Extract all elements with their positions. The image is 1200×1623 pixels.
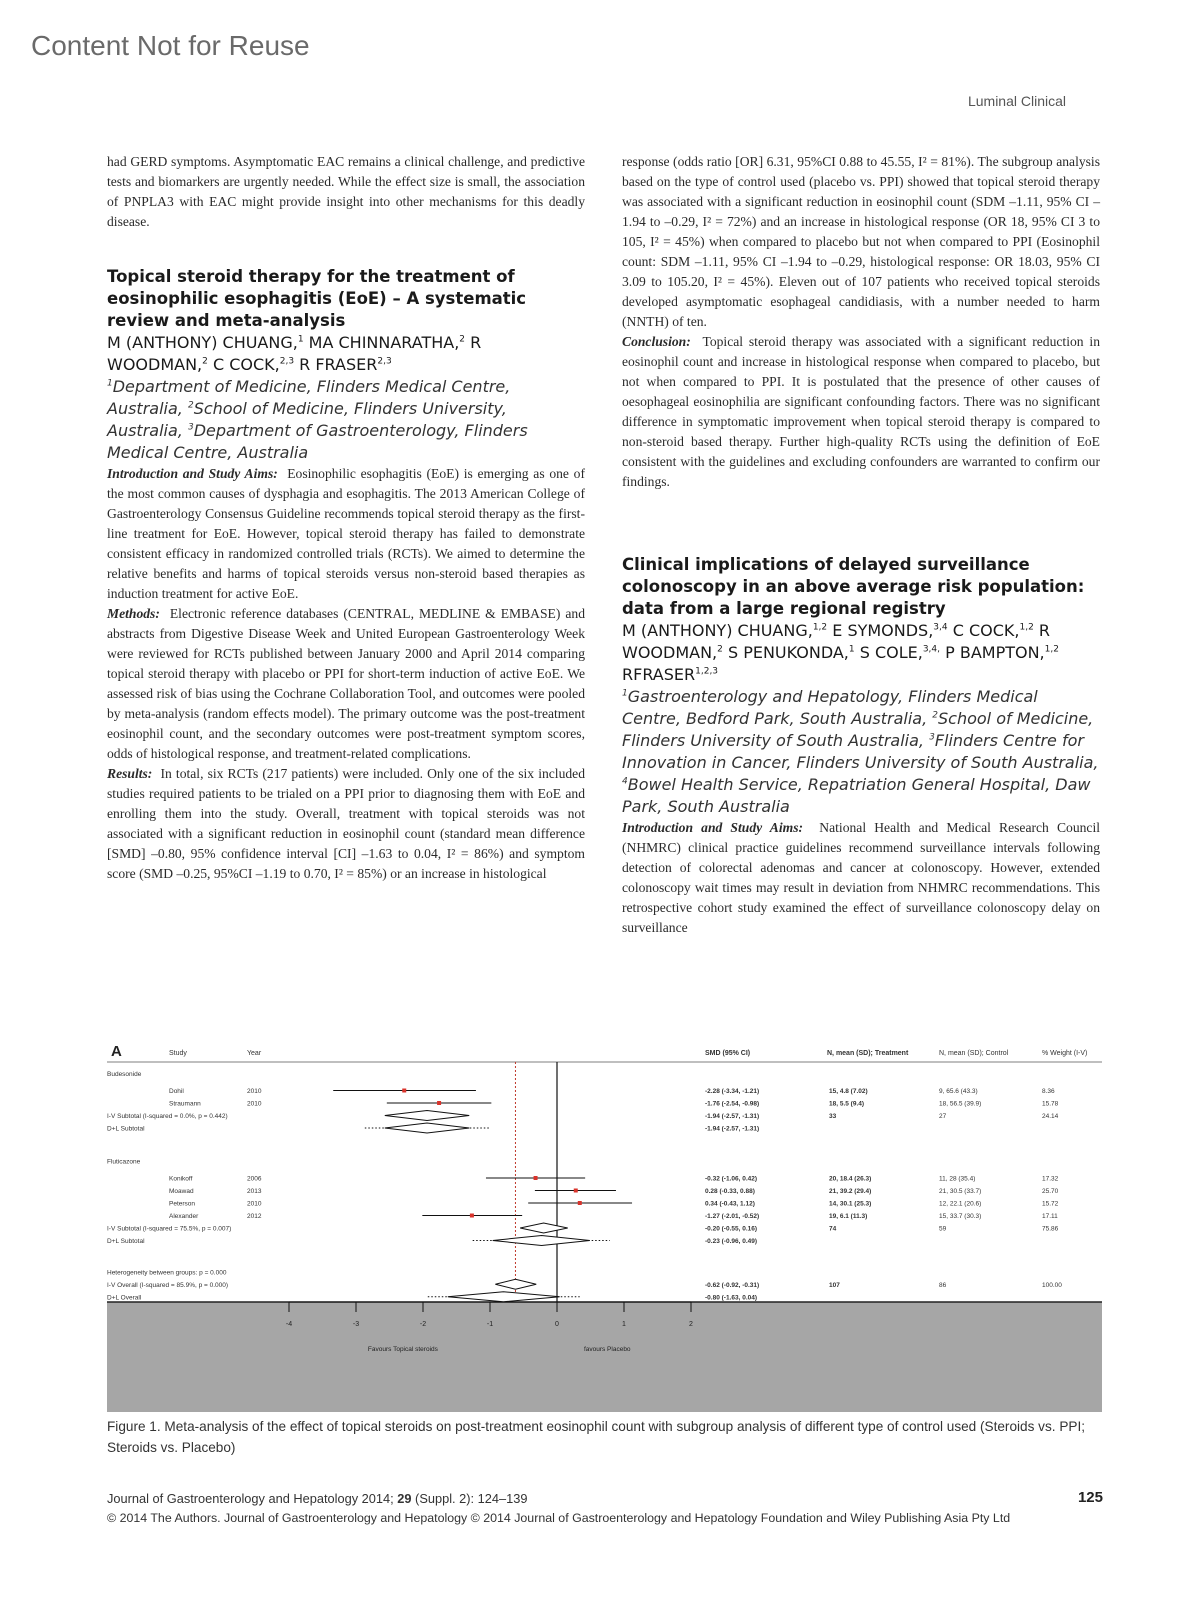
smd-value: -0.62 (-0.92, -0.31) [705, 1281, 760, 1289]
paragraph-text: Eosinophilic esophagitis (EoE) is emerging as one of the most common causes of dysphagia and esophagitis. The 2013 American College of Gastroenterology Consensus Guideline recommends topical steroid therapy as the first-line treatment for EoE. However, topical steroid therapy has failed to demonstrate consistent efficacy in randomized controlled trials (RCTs). We aimed to determine the relative benefits and harms of topical steroids versus non-steroid based therapies as induction treatment for active EoE. [107, 466, 585, 601]
study-year: 2006 [247, 1175, 262, 1183]
author-affiliation-marker: 1 [848, 644, 855, 655]
treatment-value: 107 [829, 1281, 840, 1289]
author-name: S COLE, [854, 643, 923, 662]
study-name: Straumann [169, 1100, 201, 1108]
figure-caption: Figure 1. Meta-analysis of the effect of topical steroids on post-treatment eosinophil count with subgroup analysis of different type of control used (Steroids vs. PPI; Steroids vs. Placebo) [107, 1419, 1086, 1455]
x-right-label: favours Placebo [583, 1346, 631, 1353]
subtotal-label: D+L Subtotal [107, 1125, 145, 1133]
study-name: Alexander [169, 1213, 199, 1220]
affiliation-marker: 1 [107, 378, 113, 389]
journal-name: Journal of Gastroenterology and Hepatology 2014; [107, 1491, 398, 1506]
study-year: 2010 [247, 1200, 262, 1208]
study-year: 2013 [247, 1188, 262, 1195]
panel-letter: A [111, 1043, 122, 1060]
weight-value: 15.72 [1042, 1200, 1059, 1208]
author-affiliation-marker: 2,3 [377, 356, 392, 367]
journal-citation [107, 1491, 527, 1506]
column-header-treatment: N, mean (SD); Treatment [827, 1050, 909, 1057]
author-name: R FRASER [294, 355, 378, 374]
point-estimate [402, 1089, 406, 1093]
affiliation-marker: 2 [932, 710, 938, 721]
smd-value: -1.76 (-2.54, -0.98) [705, 1100, 760, 1108]
axis-band [107, 1302, 1102, 1412]
author-name: R WOODMAN, [107, 333, 482, 374]
affiliation-marker: 2 [187, 400, 194, 411]
author-name: C COCK, [947, 621, 1020, 640]
treatment-value: 20, 18.4 (26.3) [829, 1175, 872, 1183]
control-value: 9, 65.6 (43.3) [939, 1088, 978, 1095]
paragraph-label: Introduction and Study Aims: [107, 466, 278, 481]
smd-value: -1.94 (-2.57, -1.31) [705, 1125, 760, 1133]
control-value: 86 [939, 1281, 947, 1289]
author-affiliation-marker: 1,2 [1044, 644, 1059, 655]
affiliation-marker: 3 [187, 422, 194, 433]
plot-background [107, 1040, 1102, 1302]
treatment-value: 18, 5.5 (9.4) [829, 1100, 865, 1108]
abstract-title-2: Clinical implications of delayed surveillance colonoscopy in an above average risk population: data from a large regional registry [622, 555, 1085, 618]
treatment-value: 33 [829, 1113, 837, 1120]
author-affiliation-marker: 3,4 [933, 622, 948, 633]
control-value: 27 [939, 1113, 947, 1120]
weight-value: 25.70 [1042, 1188, 1059, 1195]
subtotal-label: I-V Subtotal (I-squared = 0.0%, p = 0.442) [107, 1113, 228, 1120]
conclusion-label: Conclusion: [622, 334, 691, 349]
study-name: Dohil [169, 1088, 184, 1095]
page-number: 125 [1077, 1489, 1103, 1506]
watermark: Content Not for Reuse [31, 30, 310, 61]
study-year: 2010 [247, 1088, 262, 1095]
weight-value: 17.11 [1042, 1213, 1058, 1220]
paragraph-label: Results: [107, 766, 153, 781]
abstract-paragraph [107, 604, 585, 764]
author-name: R WOODMAN, [622, 621, 1051, 662]
previous-abstract-tail: had GERD symptoms. Asymptomatic EAC remains a clinical challenge, and predictive tests and biomarkers are urgently needed. While the effect size is small, the association of PNPLA3 with EAC might provide insight into other mechanisms for this deadly disease. [107, 154, 585, 229]
smd-value: 0.28 (-0.33, 0.88) [705, 1188, 755, 1195]
author-name: S PENUKONDA, [722, 643, 849, 662]
journal-issue: (Suppl. 2): 124–139 [411, 1491, 528, 1506]
smd-value: 0.34 (-0.43, 1.12) [705, 1200, 755, 1208]
affiliation-marker: 3 [929, 732, 935, 743]
treatment-value: 14, 30.1 (25.3) [829, 1200, 872, 1208]
point-estimate [437, 1101, 441, 1105]
control-value: 59 [939, 1225, 947, 1233]
conclusion-paragraph [622, 332, 1100, 492]
smd-value: -1.94 (-2.57, -1.31) [705, 1113, 760, 1120]
subtotal-label: D+L Subtotal [107, 1238, 145, 1245]
subtotal-label: I-V Subtotal (I-squared = 75.5%, p = 0.007) [107, 1225, 232, 1233]
abstract-affiliations [107, 376, 585, 464]
affiliation-text: School of Medicine, Flinders University, Australia, [107, 399, 507, 440]
paragraph-text: In total, six RCTs (217 patients) were included. Only one of the six included studies required patients to be trialed on a PPI prior to diagnosing them with EoE and enrolling them into the study. Overall, treatment with topical steroids was not associated with a significant reduction in eosinophil count (standard mean difference [SMD] –0.80, 95% confidence interval [CI] –1.63 to 0.04, I² = 86%) and symptom score (SMD –0.25, 95%CI –1.19 to 0.70, I² = 85%) or an increase in histological [107, 766, 585, 881]
study-year: 2010 [247, 1100, 262, 1108]
affiliation-text: Department of Medicine, Flinders Medical Centre, Australia, [107, 377, 511, 418]
point-estimate [534, 1176, 538, 1180]
results-continued: response (odds ratio [OR] 6.31, 95%CI 0.88 to 45.55, I² = 81%). The subgroup analysis based on the type of control used (placebo vs. PPI) showed that topical steroid therapy was associated with a significant reduction in eosinophil count (SDM –1.11, 95% CI –1.94 to –0.29, I² = 72%) and an increase in histological response (OR 18, 95% CI 3 to 105, I² = 45%) when compared to placebo but not when compared to PPI (Eosinophil count: SDM –1.11, 95% CI –1.94 to –0.29, histological response: OR 18.03, 95% CI 3.09 to 105.20, I² = 45%). Eleven out of 107 patients who received topical steroids developed asymptomatic esophageal candidiasis, with a number needed to harm (NNTH) of ten. [622, 154, 1100, 329]
heterogeneity-note: Heterogeneity between groups: p = 0.000 [107, 1269, 227, 1277]
author-name: M (ANTHONY) CHUANG, [107, 333, 298, 352]
smd-value: -0.32 (-1.06, 0.42) [705, 1175, 758, 1183]
column-header-smd: SMD (95% CI) [705, 1050, 751, 1057]
author-affiliation-marker: 2 [717, 644, 723, 655]
weight-value: 100.00 [1042, 1281, 1062, 1289]
weight-value: 8.36 [1042, 1088, 1055, 1095]
subgroup-label: Budesonide [107, 1071, 142, 1078]
control-value: 15, 33.7 (30.3) [939, 1213, 982, 1220]
control-value: 12, 22.1 (20.6) [939, 1200, 982, 1208]
abstract-paragraph [107, 764, 585, 884]
smd-value: -0.80 (-1.63, 0.04) [705, 1294, 758, 1302]
x-tick-label: -3 [352, 1321, 360, 1328]
control-value: 11, 28 (35.4) [939, 1175, 976, 1183]
author-affiliation-marker: 2,3 [279, 356, 295, 367]
affiliation-marker: 1 [622, 688, 628, 699]
x-tick-label: 2 [689, 1321, 693, 1328]
author-name: RFRASER [622, 665, 696, 684]
right-column [622, 152, 1100, 938]
treatment-value: 19, 6.1 (11.3) [829, 1213, 868, 1220]
abstract-affiliations-2 [622, 686, 1100, 818]
author-name: MA CHINNARATHA, [303, 333, 460, 352]
author-affiliation-marker: 2 [202, 356, 208, 367]
journal-volume: 29 [397, 1491, 412, 1506]
forest-plot [107, 1040, 1102, 1412]
intro-label-2: Introduction and Study Aims: [622, 820, 804, 835]
author-affiliation-marker: 2 [459, 334, 466, 345]
paragraph-label: Methods: [107, 606, 160, 621]
column-header-study: Study [169, 1050, 187, 1057]
paragraph-text: Electronic reference databases (CENTRAL, MEDLINE & EMBASE) and abstracts from Digestive Disease Week and United European Gastroenterology Week were reviewed for RCTs published between January 2000 and April 2014 comparing topical steroid therapy with placebo or PPI for short-term induction of active EoE. We assessed risk of bias using the Cochrane Collaboration Tool, and outcomes were pooled by meta-analysis (random effects model). The primary outcome was the post-treatment eosinophil count, and the secondary outcomes were post-treatment symptom scores, odds of histological response, and treatment-related complications. [107, 606, 585, 761]
column-header-year: Year [247, 1050, 262, 1057]
smd-value: -0.20 (-0.55, 0.16) [705, 1225, 758, 1233]
x-left-label: Favours Topical steroids [367, 1346, 438, 1353]
column-header-control: N, mean (SD); Control [939, 1050, 1009, 1057]
section-label: Luminal Clinical [967, 93, 1066, 109]
point-estimate [574, 1189, 578, 1193]
author-name: E SYMONDS, [827, 621, 934, 640]
author-affiliation-marker: 3,4, [922, 644, 941, 655]
author-affiliation-marker: 1,2 [1019, 622, 1034, 633]
affiliation-text: Bowel Health Service, Repatriation General Hospital, Daw Park, South Australia [622, 775, 1091, 816]
treatment-value: 21, 39.2 (29.4) [829, 1188, 872, 1195]
abstract-paragraph [107, 464, 585, 604]
treatment-value: 15, 4.8 (7.02) [829, 1088, 868, 1095]
point-estimate [470, 1214, 474, 1218]
affiliation-text: Gastroenterology and Hepatology, Flinders Medical Centre, Bedford Park, South Australia, [622, 687, 1038, 728]
treatment-value: 74 [829, 1225, 837, 1233]
x-tick-label: -1 [486, 1321, 494, 1328]
abstract-authors [107, 332, 585, 376]
x-tick-label: 0 [555, 1321, 559, 1328]
control-value: 21, 30.5 (33.7) [939, 1188, 982, 1195]
intro-text-2: National Health and Medical Research Council (NHMRC) clinical practice guidelines recommend surveillance intervals following detection of colorectal adenomas and cancer at colonoscopy. However, extended colonoscopy wait times may result in deviation from NHMRC recommendations. This retrospective cohort study examined the effect of surveillance colonoscopy delay on surveillance [622, 820, 1101, 935]
author-affiliation-marker: 1 [297, 334, 304, 345]
author-name: P BAMPTON, [940, 643, 1045, 662]
affiliation-text: School of Medicine, Flinders University of South Australia, [622, 709, 1094, 750]
conclusion-text: Topical steroid therapy was associated with a significant reduction in eosinophil count and increase in histological response when compared to placebo, but not when compared to PPI. It is postulated that the presence of other causes of oesophageal eosinophilia are significant confounding factors. There was no significant difference in symptomatic improvement when topical steroid therapy is compared to non-steroid based therapy. Further high-quality RCTs using the definition of EoE consistent with the guidelines and excluding confounders are warranted to confirm our findings. [622, 334, 1100, 489]
copyright: © 2014 The Authors. Journal of Gastroenterology and Hepatology © 2014 Journal of Gastroenterology and Hepatology Foundation and Wiley Publishing Asia Pty Ltd [107, 1511, 1011, 1525]
weight-value: 15.78 [1042, 1100, 1059, 1108]
subtotal-label: D+L Overall [107, 1294, 142, 1302]
abstract-authors-2 [622, 620, 1100, 686]
study-name: Konikoff [169, 1175, 193, 1183]
point-estimate [578, 1201, 582, 1205]
weight-value: 24.14 [1042, 1113, 1059, 1120]
left-column [107, 152, 585, 884]
affiliation-text: Flinders Centre for Innovation in Cancer, Flinders University of South Australia, [622, 731, 1099, 772]
x-tick-label: -2 [419, 1321, 427, 1328]
study-name: Peterson [169, 1200, 196, 1208]
author-affiliation-marker: 1,2,3 [695, 666, 719, 677]
study-name: Moawad [169, 1188, 194, 1195]
abstract-body [107, 464, 585, 884]
weight-value: 75.86 [1042, 1225, 1059, 1233]
smd-value: -2.28 (-3.34, -1.21) [705, 1088, 760, 1095]
intro-paragraph-2 [622, 818, 1100, 938]
x-tick-label: 1 [622, 1321, 626, 1328]
smd-value: -1.27 (-2.01, -0.52) [705, 1213, 760, 1220]
subgroup-label: Fluticazone [107, 1158, 141, 1166]
abstract-title: Topical steroid therapy for the treatment of eosinophilic esophagitis (EoE) – A systematic review and meta-analysis [107, 267, 527, 330]
x-tick-label: -4 [285, 1321, 293, 1328]
author-name: M (ANTHONY) CHUANG, [622, 621, 813, 640]
affiliation-marker: 4 [622, 776, 628, 787]
forest-plot-figure [107, 1040, 1102, 1412]
weight-value: 17.32 [1042, 1175, 1059, 1183]
smd-value: -0.23 (-0.96, 0.49) [705, 1238, 758, 1245]
study-year: 2012 [247, 1213, 262, 1220]
column-header-weight: % Weight (I-V) [1042, 1050, 1088, 1057]
author-affiliation-marker: 1,2 [812, 622, 828, 633]
affiliation-text: Department of Gastroenterology, Flinders Medical Centre, Australia [107, 421, 528, 462]
author-name: C COCK, [207, 355, 280, 374]
control-value: 18, 56.5 (39.9) [939, 1100, 982, 1108]
subtotal-label: I-V Overall (I-squared = 85.9%, p = 0.000) [107, 1281, 229, 1289]
